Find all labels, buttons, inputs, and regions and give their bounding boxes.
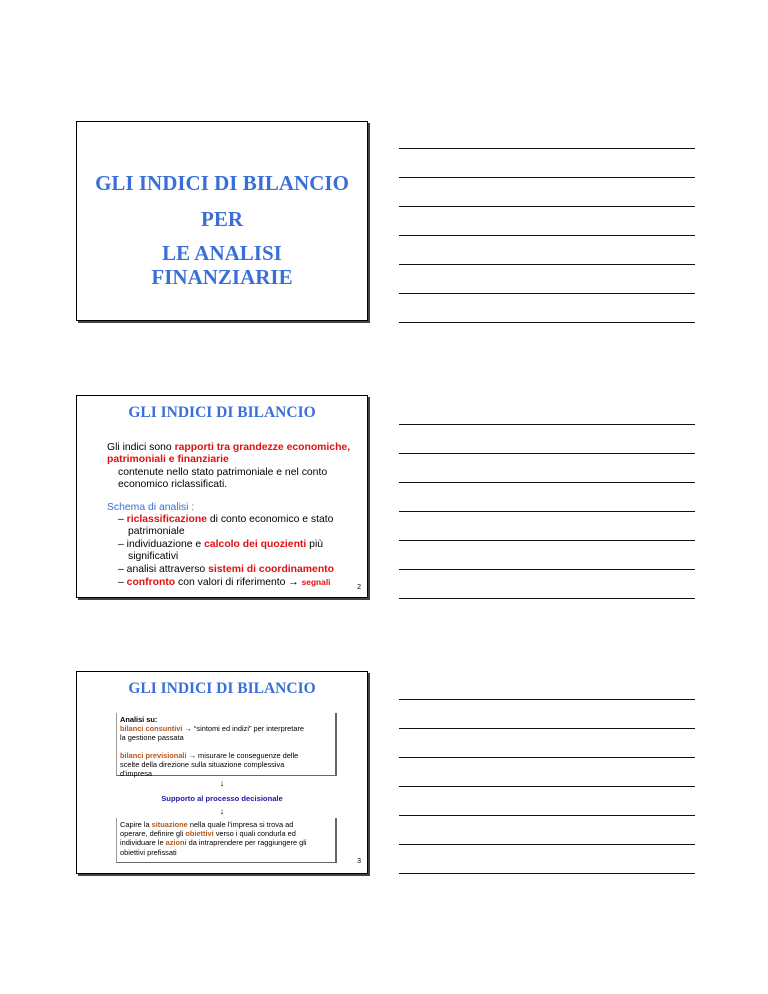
- note-line: [399, 235, 695, 236]
- item-dash: –: [118, 577, 127, 589]
- intro-prefix: Gli indici sono: [107, 442, 175, 453]
- box-text: da intraprendere per raggiungere gli: [186, 838, 307, 848]
- page-number: 2: [357, 584, 361, 591]
- item-continuation: significativi: [128, 551, 179, 563]
- item-continuation: patrimoniale: [128, 526, 185, 538]
- note-line: [399, 206, 695, 207]
- note-line: [399, 728, 695, 729]
- intro-suffix: contenute nello stato patrimoniale e nel conto economico riclassificati.: [118, 466, 328, 491]
- item-highlight: calcolo dei quozienti: [204, 538, 307, 550]
- box-text: misurare le conseguenze delle: [196, 750, 299, 760]
- note-line: [399, 453, 695, 454]
- note-line: [399, 322, 695, 323]
- note-line: [399, 148, 695, 149]
- list-item: [107, 564, 362, 576]
- item-highlight: confronto: [126, 577, 176, 589]
- note-line: [399, 873, 695, 874]
- right-arrow-icon: →: [186, 750, 196, 760]
- item-dash: –: [118, 538, 127, 550]
- note-line: [399, 482, 695, 483]
- box-text: individuare le: [120, 838, 166, 848]
- slide-2-body: [107, 442, 362, 589]
- slide-3-title: GLI INDICI DI BILANCIO: [128, 680, 316, 697]
- note-line: [399, 699, 695, 700]
- slide-1-title-line-2: PER: [201, 207, 243, 231]
- item-text: con valori di riferimento: [175, 577, 289, 589]
- schema-label: Schema di analisi :: [107, 501, 195, 513]
- slide-1-title-line-1: GLI INDICI DI BILANCIO: [95, 171, 349, 195]
- item-dash: –: [118, 563, 127, 575]
- slide-1-title-line-3: LE ANALISI: [162, 241, 282, 265]
- box-text: verso i quali condurla ed: [213, 829, 296, 839]
- list-item: [107, 539, 362, 564]
- intro-paragraph: [107, 442, 362, 492]
- note-line: [399, 424, 695, 425]
- list-item: [107, 576, 362, 589]
- box-heading: Analisi su:: [120, 715, 158, 724]
- box-text: “sintomi ed indizi” per interpretare: [191, 724, 305, 734]
- slide-1-title-line-4: FINANZIARIE: [151, 265, 293, 289]
- right-arrow-icon: →: [182, 724, 192, 734]
- down-arrow-icon: ↓: [219, 806, 225, 816]
- slide-1: [76, 121, 368, 321]
- box-line: [120, 724, 332, 733]
- support-label: Supporto al processo decisionale: [161, 794, 283, 803]
- box-text: scelte della direzione sulla situazione complessiva: [120, 759, 285, 769]
- box-text: obiettivi prefissati: [120, 847, 177, 857]
- intro-highlight: rapporti tra grandezze economiche, patrimoniali e finanziarie: [107, 442, 351, 466]
- list-item: [107, 514, 362, 539]
- box-text: d’impresa: [120, 769, 153, 779]
- item-text: individuazione e: [126, 538, 205, 550]
- note-line: [399, 540, 695, 541]
- note-line: [399, 757, 695, 758]
- note-line: [399, 177, 695, 178]
- box-line: [120, 820, 332, 829]
- box-line: [120, 829, 332, 838]
- slide-2-title: GLI INDICI DI BILANCIO: [128, 404, 316, 421]
- item-dash: –: [118, 514, 127, 526]
- slide-3: [76, 671, 368, 874]
- box-highlight: bilanci consuntivi: [120, 724, 183, 734]
- item-text: analisi attraverso: [126, 563, 209, 575]
- right-arrow-icon: →: [288, 577, 299, 589]
- box-highlight: situazione: [151, 820, 188, 829]
- box-highlight: bilanci previsionali: [120, 750, 187, 760]
- note-line: [399, 786, 695, 787]
- item-text: più: [306, 538, 324, 550]
- note-line: [399, 844, 695, 845]
- analysis-box: [116, 713, 337, 779]
- box-text: operare, definire gli: [120, 829, 186, 839]
- box-line: [120, 751, 332, 760]
- box-highlight: azioni: [165, 838, 187, 848]
- page-number: 3: [357, 858, 361, 865]
- note-line: [399, 511, 695, 512]
- box-text: nella quale l’impresa si trova ad: [187, 820, 294, 829]
- note-line: [399, 264, 695, 265]
- item-highlight: sistemi di coordinamento: [208, 563, 334, 575]
- box-highlight: obiettivi: [185, 829, 214, 839]
- note-line: [399, 598, 695, 599]
- note-line: [399, 293, 695, 294]
- item-tail: segnali: [301, 577, 331, 588]
- down-arrow-icon: ↓: [219, 778, 225, 788]
- box-text: Capire la: [120, 820, 152, 829]
- slide-2: [76, 395, 368, 598]
- box-line: [120, 838, 332, 847]
- box-text: la gestione passata: [120, 733, 184, 743]
- item-text: di conto economico e stato: [206, 514, 334, 526]
- note-line: [399, 569, 695, 570]
- decision-box: [116, 818, 337, 863]
- item-highlight: riclassificazione: [126, 514, 207, 526]
- note-line: [399, 815, 695, 816]
